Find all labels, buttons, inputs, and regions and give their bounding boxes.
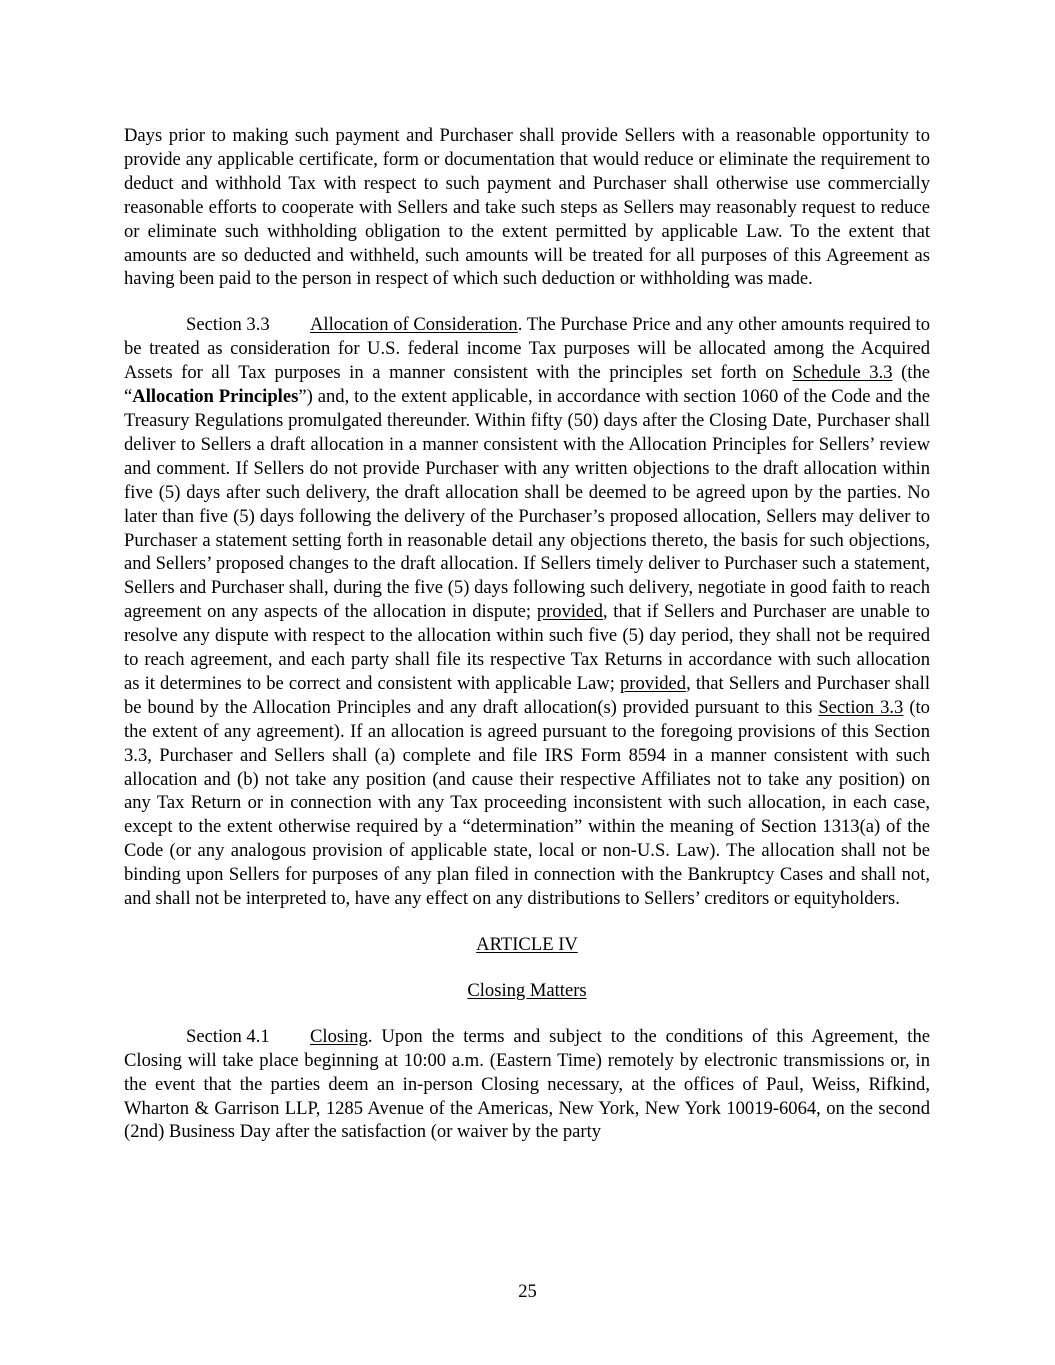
section-3-3-title: Allocation of Consideration [310,314,518,336]
provided-term-1: provided [536,601,603,623]
provided-term-2: provided [619,672,687,694]
article-title-text: Closing Matters [467,979,587,1001]
section-4-1-paragraph [124,1025,930,1145]
section-3-3-text-2: (the “ [124,362,931,408]
section-3-3-text-3: ”) and, to the extent applicable, in accordance with section 1060 of the Code and the Treasury Regulations promulgated thereunder. Within fifty (50) days after the Closing Date, Purchaser shall deliver to Sellers a draft allocation in a manner consistent with the Allocation Principles for Sellers’ review and comment. If Sellers do not provide Purchaser with any written objections to the draft allocation within five (5) days after such delivery, the draft allocation shall be deemed to be agreed upon by the parties. No later than five (5) days following the delivery of the Purchaser’s proposed allocation, Sellers may deliver to Purchaser a statement setting forth in reasonable detail any objections thereto, the basis for such objections, and Sellers’ proposed changes to the draft allocation. If Sellers timely deliver to Purchaser such a statement, Sellers and Purchaser shall, during the five (5) days following such delivery, negotiate in good faith to reach agreement on any aspects of the allocation in dispute; [124,386,930,623]
section-4-1-text: . Upon the terms and subject to the conditions of this Agreement, the Closing will take place beginning at 10:00 a.m. (Eastern Time) remotely by electronic transmissions or, in the event that the parties deem an in-person Closing necessary, at the offices of Paul, Weiss, Rifkind, Wharton & Garrison LLP, 1285 Avenue of the Americas, New York, New York 10019-6064, on the second (2nd) Business Day after the satisfaction (or waiver by the party [124,1025,930,1143]
paragraph-withholding-continuation: Days prior to making such payment and Purchaser shall provide Sellers with a reasonable opportunity to provide any applicable certificate, form or documentation that would reduce or eliminate the requirement to deduct and withhold Tax with respect to such payment and Purchaser shall otherwise use commercially reasonable efforts to cooperate with Sellers and take such steps as Sellers may reasonably request to reduce or eliminate such withholding obligation to the extent permitted by applicable Law. To the extent that amounts are so deducted and withheld, such amounts will be treated for all purposes of this Agreement as having been paid to the person in respect of which such deduction or withholding was made. [124,125,930,290]
article-heading [124,933,930,957]
section-3-3-text-1: . The Purchase Price and any other amounts required to be treated as consideration for U.S. federal income Tax purposes will be allocated among the Acquired Assets for all Tax purposes in a manner consistent with the principles set forth on [124,314,930,384]
section-3-3-text-5: , that Sellers and Purchaser shall be bound by the Allocation Principles and any draft allocation(s) provided pursuant to this [124,672,930,718]
section-4-1-title: Closing [310,1025,368,1047]
section-3-3-number: Section 3.3 [186,314,270,336]
article-label: ARTICLE IV [476,934,578,955]
section-3-3-text-6: (to the extent of any agreement). If an allocation is agreed pursuant to the foregoing provisions of this Section 3.3, Purchaser and Sellers shall (a) complete and file IRS Form 8594 in a manner consistent with such allocation and (b) not take any position (and cause their respective Affiliates not to take any position) on any Tax Return or in connection with any Tax proceeding inconsistent with such allocation, in each case, except to the extent otherwise required by a “determination” within the meaning of Section 1313(a) of the Code (or any analogous provision of applicable state, local or non-U.S. Law). The allocation shall not be binding upon Sellers for purposes of any plan filed in connection with the Bankruptcy Cases and shall not, and shall not be interpreted to, have any effect on any distributions to Sellers’ creditors or equityholders. [124,696,930,910]
section-3-3-text-4: , that if Sellers and Purchaser are unable to resolve any dispute with respect to the allocation within such five (5) day period, they shall not be required to reach agreement, and each party shall file its respective Tax Returns in accordance with such allocation as it determines to be correct and consistent with applicable Law; [124,601,930,694]
allocation-principles-defined-term: Allocation Principles [132,386,299,408]
section-3-3-paragraph [124,313,930,911]
article-title [124,979,930,1003]
document-page [124,124,930,1144]
page-number: 25 [518,1281,537,1302]
section-4-1-number: Section 4.1 [186,1025,270,1047]
schedule-3-3-reference: Schedule 3.3 [792,362,893,384]
section-3-3-cross-reference: Section 3.3 [818,696,904,718]
